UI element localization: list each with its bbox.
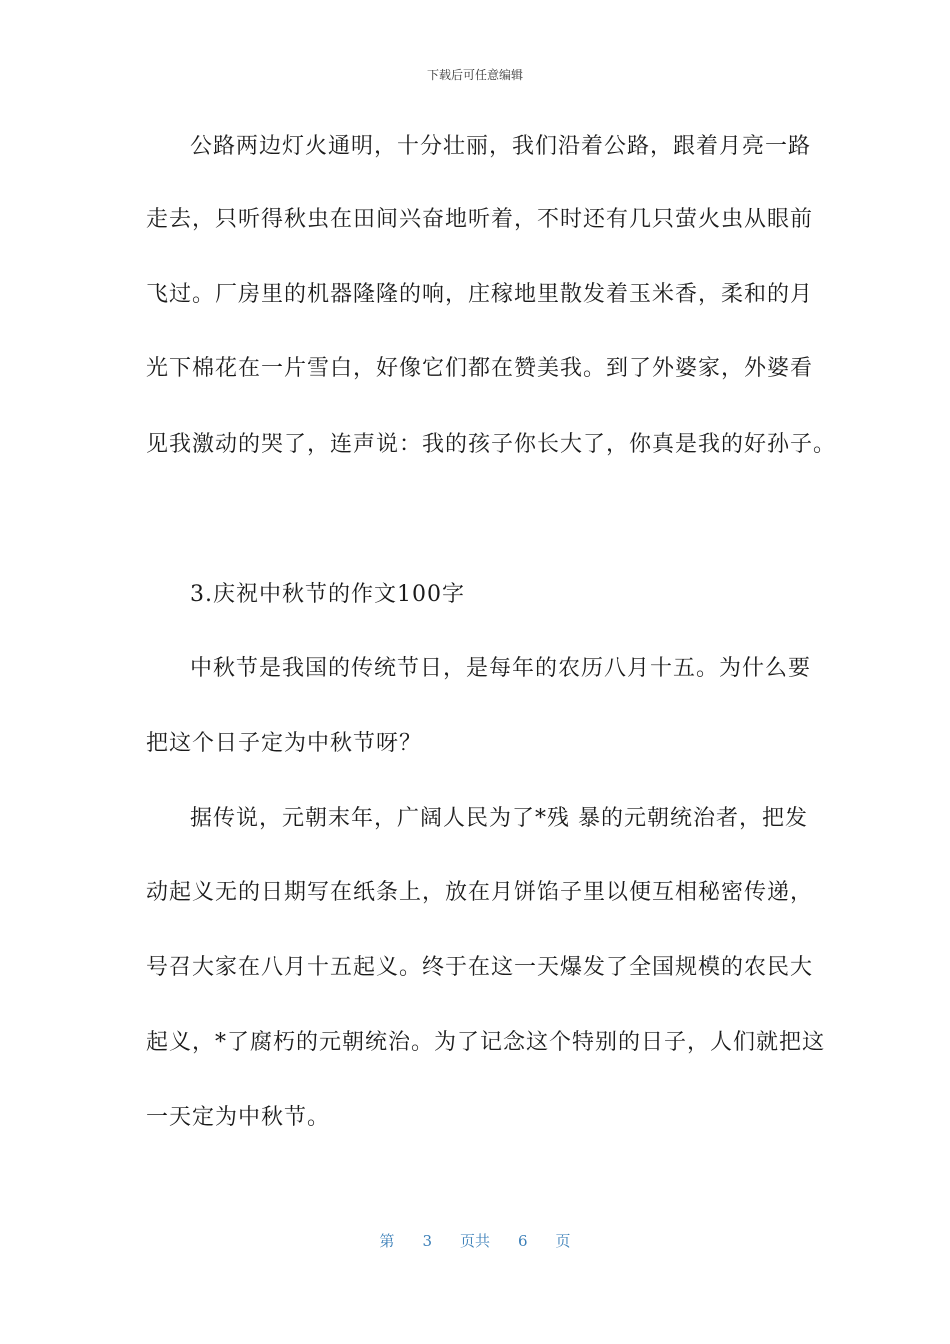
paragraph-line: 动起义无的日期写在纸条上，放在月饼馅子里以便互相秘密传递， [146,880,814,905]
paragraph-line: 据传说，元朝末年，广阔人民为了*残 暴的元朝统治者，把发 [190,806,808,831]
paragraph-line: 走去，只听得秋虫在田间兴奋地听着，不时还有几只萤火虫从眼前 [146,207,814,232]
section-heading: 3.庆祝中秋节的作文100字 [190,582,465,607]
footer-suffix: 页 [555,1232,571,1250]
paragraph-line: 起义，*了腐朽的元朝统治。为了记念这个特别的日子，人们就把这 [146,1030,826,1055]
footer-prefix: 第 [379,1232,395,1250]
paragraph-line: 飞过。厂房里的机器隆隆的响，庄稼地里散发着玉米香，柔和的月 [146,282,814,307]
paragraph-line: 光下棉花在一片雪白，好像它们都在赞美我。到了外婆家，外婆看 [146,356,814,381]
paragraph-line: 公路两边灯火通明，十分壮丽，我们沿着公路，跟着月亮一路 [190,134,812,159]
paragraph-line: 把这个日子定为中秋节呀？ [146,731,423,756]
paragraph-line: 号召大家在八月十五起义。终于在这一天爆发了全国规模的农民大 [146,955,814,980]
footer-page-number: 3 [422,1232,432,1250]
footer-total-pages: 6 [518,1232,528,1250]
page-footer [0,1230,950,1251]
page-header: 下载后可任意编辑 [426,68,523,82]
paragraph-line: 见我激动的哭了，连声说：我的孩子你长大了，你真是我的好孙子。 [146,432,837,457]
paragraph-line: 一天定为中秋节。 [146,1105,331,1130]
footer-middle: 页共 [459,1232,490,1250]
paragraph-line: 中秋节是我国的传统节日，是每年的农历八月十五。为什么要 [190,656,812,681]
